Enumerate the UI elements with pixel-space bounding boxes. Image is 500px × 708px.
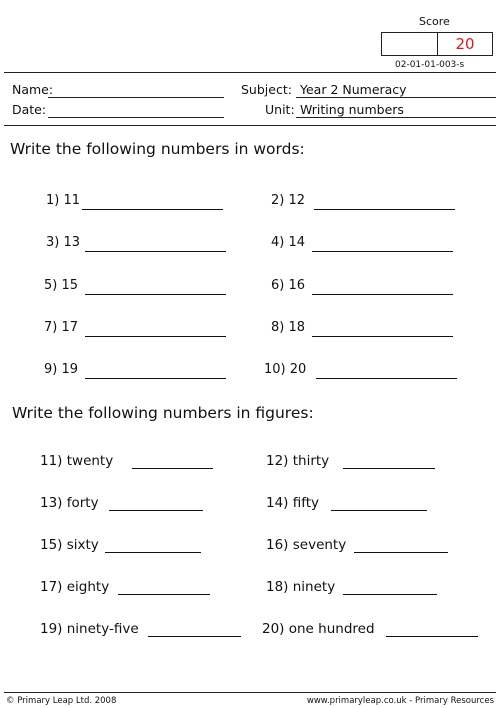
question-17-label: 17) eighty bbox=[40, 579, 110, 595]
answer-line-4[interactable] bbox=[312, 251, 453, 252]
question-8-label: 8) 18 bbox=[271, 320, 306, 335]
question-12-label: 12) thirty bbox=[266, 453, 330, 469]
answer-line-13[interactable] bbox=[109, 510, 203, 511]
section1-instruction: Write the following numbers in words: bbox=[10, 140, 305, 158]
question-14-label: 14) fifty bbox=[266, 495, 320, 511]
answer-line-5[interactable] bbox=[85, 294, 226, 295]
question-19-label: 19) ninety-five bbox=[40, 621, 139, 637]
answer-line-19[interactable] bbox=[148, 636, 241, 637]
question-3-label: 3) 13 bbox=[46, 235, 81, 250]
question-6-label: 6) 16 bbox=[271, 278, 306, 293]
answer-line-2[interactable] bbox=[314, 209, 455, 210]
score-box bbox=[381, 32, 493, 56]
question-1-label: 1) 11 bbox=[46, 193, 81, 208]
top-rule bbox=[4, 72, 496, 73]
answer-line-14[interactable] bbox=[331, 510, 427, 511]
question-18-label: 18) ninety bbox=[266, 579, 336, 595]
date-field[interactable] bbox=[48, 117, 224, 118]
score-label: Score bbox=[419, 15, 450, 28]
answer-line-1[interactable] bbox=[82, 209, 223, 210]
subject-label: Subject: bbox=[241, 82, 292, 97]
answer-line-20[interactable] bbox=[386, 636, 478, 637]
question-2-label: 2) 12 bbox=[271, 193, 306, 208]
subject-value: Year 2 Numeracy bbox=[300, 82, 407, 97]
answer-line-16[interactable] bbox=[354, 552, 448, 553]
question-11-label: 11) twenty bbox=[40, 453, 114, 469]
date-label: Date: bbox=[12, 102, 47, 117]
unit-field-line bbox=[296, 117, 496, 118]
score-value: 20 bbox=[455, 35, 475, 53]
question-15-label: 15) sixty bbox=[40, 537, 99, 553]
question-16-label: 16) seventy bbox=[266, 537, 347, 553]
unit-label: Unit: bbox=[265, 102, 295, 117]
footer-rule bbox=[4, 692, 496, 693]
answer-line-17[interactable] bbox=[118, 594, 210, 595]
question-4-label: 4) 14 bbox=[271, 235, 306, 250]
answer-line-7[interactable] bbox=[85, 336, 226, 337]
subject-field-line bbox=[296, 97, 496, 98]
answer-line-9[interactable] bbox=[85, 378, 226, 379]
answer-line-12[interactable] bbox=[343, 468, 435, 469]
question-13-label: 13) forty bbox=[40, 495, 99, 511]
question-20-label: 20) one hundred bbox=[262, 621, 375, 637]
answer-line-18[interactable] bbox=[343, 594, 437, 595]
unit-value: Writing numbers bbox=[300, 102, 404, 117]
section2-instruction: Write the following numbers in figures: bbox=[12, 404, 314, 422]
worksheet-code: 02-01-01-003-s bbox=[395, 60, 465, 70]
name-label: Name: bbox=[12, 82, 54, 97]
question-9-label: 9) 19 bbox=[44, 362, 79, 377]
footer-website: www.primaryleap.co.uk - Primary Resources bbox=[306, 696, 494, 706]
answer-line-15[interactable] bbox=[105, 552, 201, 553]
question-7-label: 7) 17 bbox=[44, 320, 79, 335]
question-10-label: 10) 20 bbox=[264, 362, 307, 377]
answer-line-3[interactable] bbox=[85, 251, 226, 252]
answer-line-11[interactable] bbox=[132, 468, 213, 469]
name-field[interactable] bbox=[48, 97, 224, 98]
answer-line-10[interactable] bbox=[316, 378, 457, 379]
footer-copyright: © Primary Leap Ltd. 2008 bbox=[6, 696, 117, 706]
question-5-label: 5) 15 bbox=[44, 278, 79, 293]
header-bottom-rule bbox=[4, 125, 496, 126]
answer-line-6[interactable] bbox=[312, 294, 453, 295]
answer-line-8[interactable] bbox=[312, 336, 453, 337]
